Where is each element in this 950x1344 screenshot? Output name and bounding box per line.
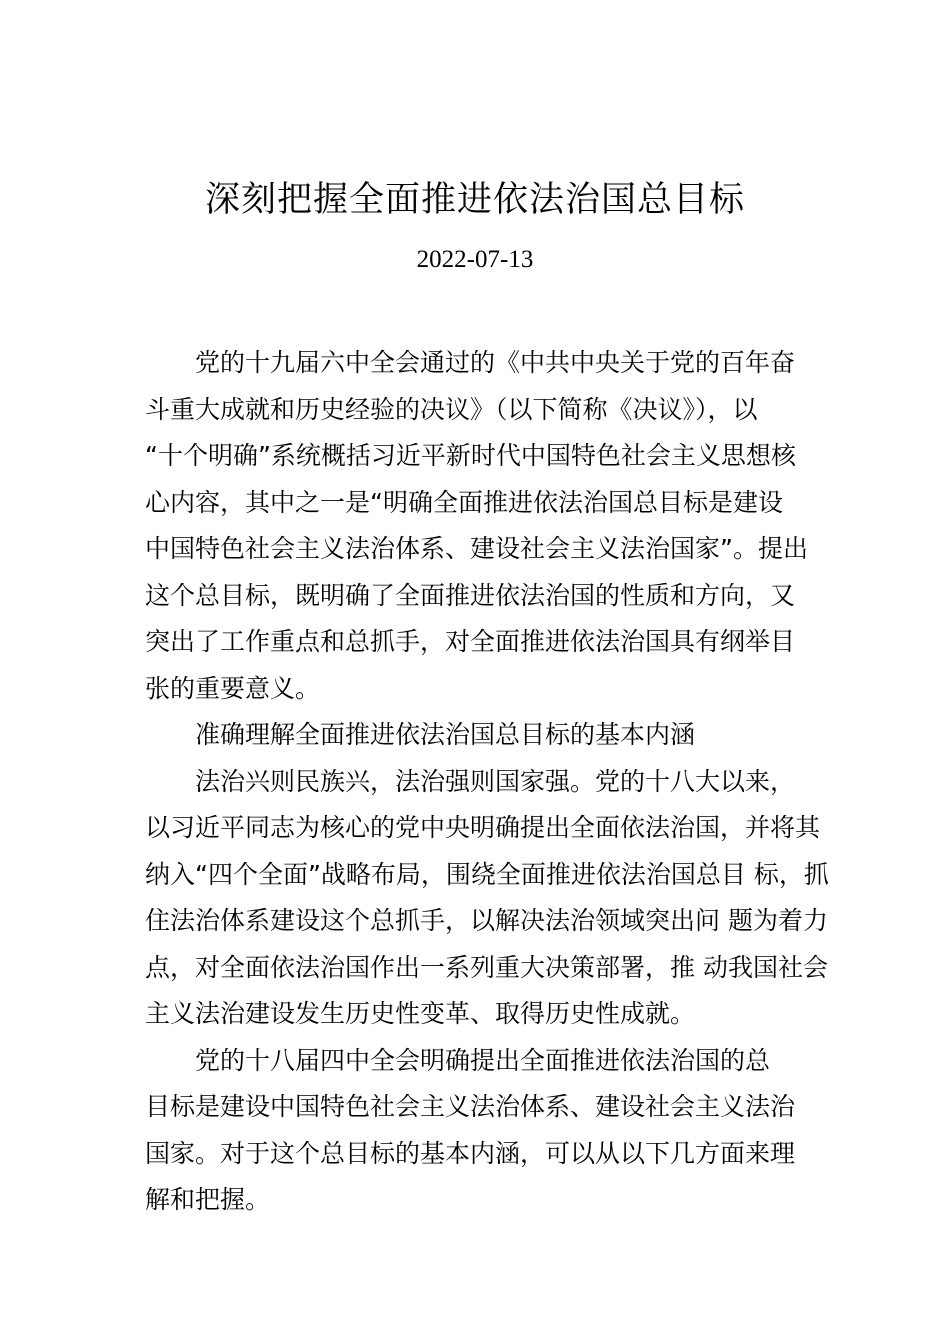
paragraph-3-line: 目标是建设中国特色社会主义法治体系、建设社会主义法治 [145, 1092, 796, 1121]
paragraph-1-line: 中国特色社会主义法治体系、建设社会主义法治国家”。提出 [145, 534, 808, 563]
paragraph-2-line: 主义法治建设发生历史性变革、取得历史性成就。 [145, 999, 696, 1028]
paragraph-2-line: 法治兴则民族兴，法治强则国家强。党的十八大以来， [195, 766, 796, 796]
paragraph-1-line: 突出了工作重点和总抓手，对全面推进依法治国具有纲举目 [145, 627, 796, 656]
paragraph-3-line: 解和把握。 [145, 1185, 271, 1214]
section-heading: 准确理解全面推进依法治国总目标的基本内涵 [195, 720, 696, 749]
paragraph-1-line: 张的重要意义。 [145, 673, 321, 703]
paragraph-1-line: 心内容，其中之一是“明确全面推进依法治国总目标是建设 [145, 487, 783, 517]
paragraph-2-line: 点，对全面依法治国作出一系列重大决策部署，推 动我国社会 [145, 952, 828, 982]
document-body [145, 340, 835, 1224]
paragraph-2-line: 纳入“四个全面”战略布局，围绕全面推进依法治国总目 标，抓 [145, 859, 829, 889]
document-date: 2022-07-13 [416, 246, 534, 273]
paragraph-2-line: 以习近平同志为核心的党中央明确提出全面依法治国，并将其 [145, 813, 821, 842]
paragraph-1-line: 这个总目标，既明确了全面推进依法治国的性质和方向，又 [145, 580, 796, 610]
paragraph-1-line: 党的十九届六中全会通过的《中共中央关于党的百年奋 [195, 348, 796, 377]
paragraph-1-line: “十个明确”系统概括习近平新时代中国特色社会主义思想核 [145, 441, 796, 470]
paragraph-2-line: 住法治体系建设这个总抓手，以解决法治领域突出问 题为着力 [145, 906, 828, 935]
paragraph-3-line: 国家。对于这个总目标的基本内涵，可以从以下几方面来理 [145, 1138, 796, 1168]
document-title: 深刻把握全面推进依法治国总目标 [204, 180, 745, 220]
paragraph-3-line: 党的十八届四中全会明确提出全面推进依法治国的总 [195, 1045, 771, 1075]
paragraph-1-line: 斗重大成就和历史经验的决议》（以下简称《决议》），以 [145, 394, 758, 424]
